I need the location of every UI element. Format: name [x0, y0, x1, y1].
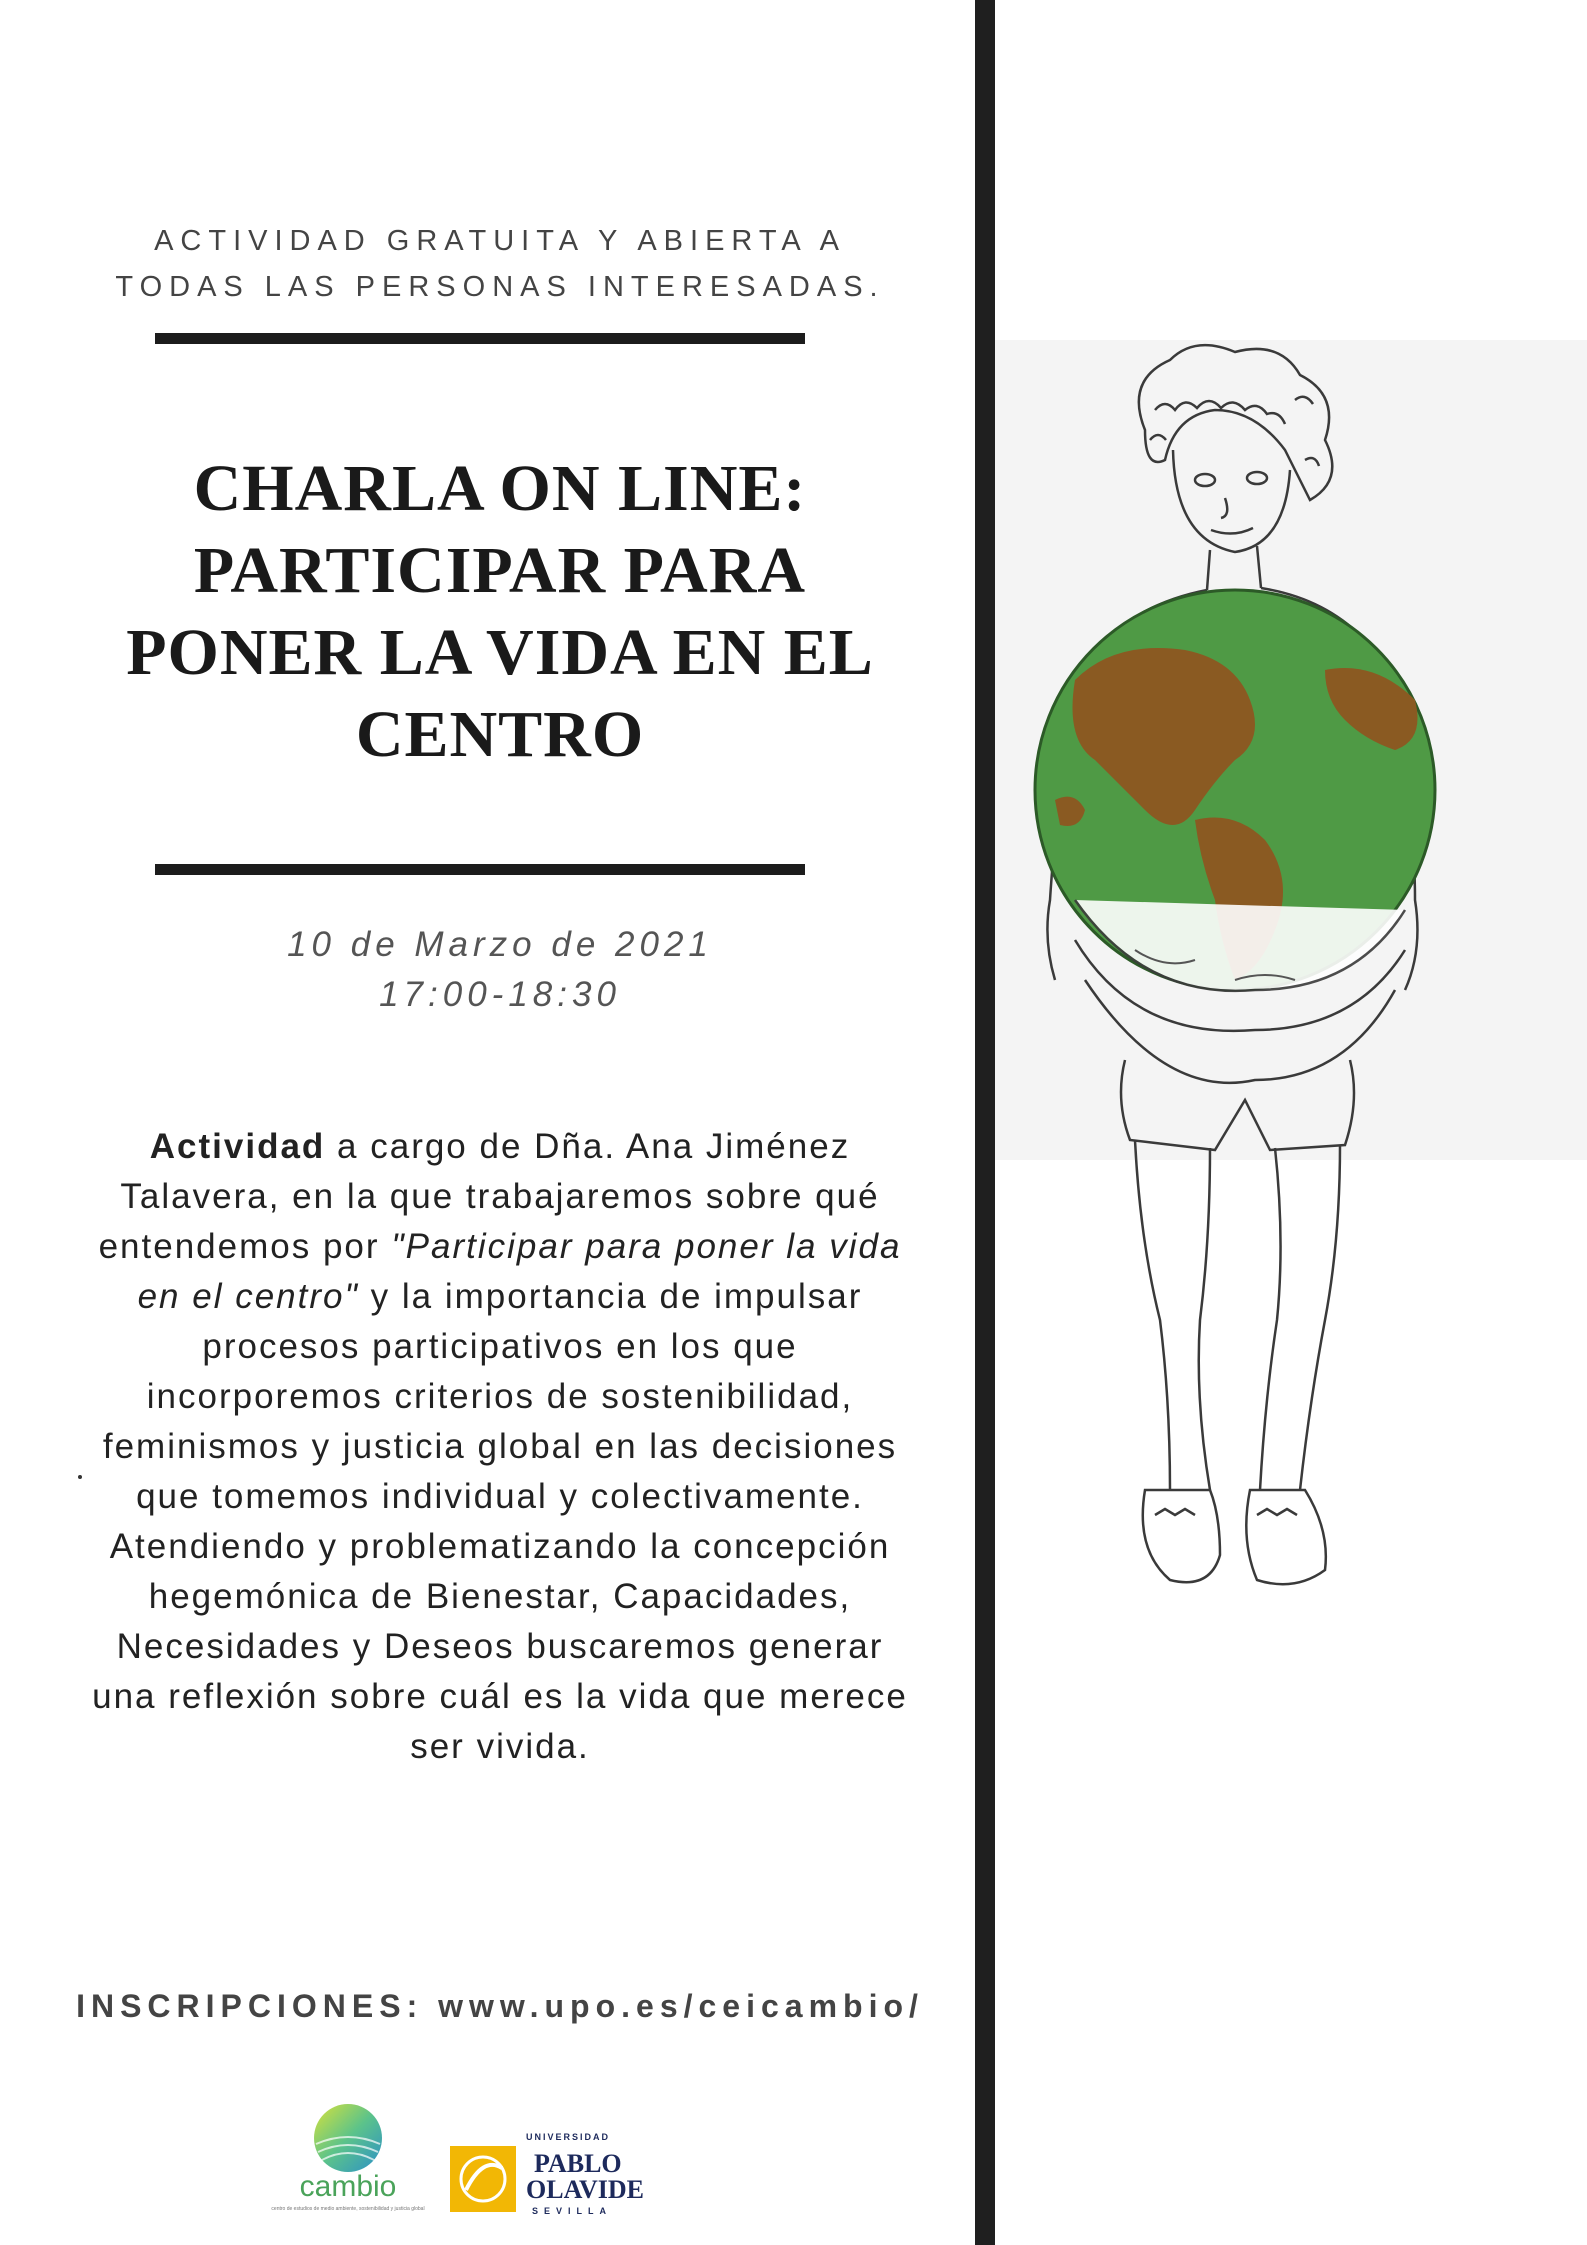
- event-title: [60, 448, 940, 776]
- title-line4: CENTRO: [355, 698, 645, 771]
- cambio-logo: [271, 2100, 425, 2215]
- top-divider: [155, 333, 805, 344]
- stray-dot: [78, 1475, 82, 1479]
- description-lead: Actividad: [149, 1127, 326, 1166]
- tagline: [60, 218, 940, 310]
- tagline-line1: ACTIVIDAD GRATUITA Y ABIERTA A: [154, 225, 846, 257]
- cambio-name: cambio: [299, 2170, 397, 2203]
- schedule: [60, 920, 940, 1020]
- cambio-tagline: centro de estudios de medio ambiente, sostenibilidad y justicia global: [271, 2206, 425, 2212]
- tagline-line2: TODAS LAS PERSONAS INTERESADAS.: [115, 271, 885, 303]
- upo-university: UNIVERSIDAD: [526, 2132, 611, 2142]
- description-part2: y la importancia de impulsar procesos participativos en los que incorporemos criterios de sostenibilidad, feminismos y justicia global en las decisiones que tomemos individual y colectivamente. Atendiendo y problematizando la concepción hegemónica de Bienestar, Capacidades, Necesidades y Deseos buscaremos generar una reflexión sobre cuál es la vida que merece ser vivida.: [92, 1277, 908, 1766]
- description-quote: "Participar para poner la vida en el centro": [137, 1227, 902, 1316]
- middle-divider: [155, 864, 805, 875]
- event-date: 10 de Marzo de 2021: [287, 925, 713, 964]
- upo-logo: [448, 2128, 645, 2218]
- event-time: 17:00-18:30: [379, 975, 621, 1014]
- upo-pablo: PABLO: [534, 2149, 622, 2178]
- vertical-divider: [975, 0, 995, 2245]
- title-line3: PONER LA VIDA EN EL: [126, 616, 874, 689]
- event-description: [90, 1122, 910, 1772]
- upo-sevilla: SEVILLA: [532, 2206, 613, 2216]
- title-line2: PARTICIPAR PARA: [193, 534, 807, 607]
- title-line1: CHARLA ON LINE:: [193, 452, 807, 525]
- description-part1: a cargo de Dña. Ana Jiménez Talavera, en la que trabajaremos sobre qué entendemos por: [98, 1127, 880, 1266]
- upo-olavide: OLAVIDE: [526, 2175, 645, 2204]
- girl-holding-earth-illustration: [995, 340, 1587, 1720]
- signup-link[interactable]: INSCRIPCIONES: www.upo.es/ceicambio/: [76, 1988, 924, 2024]
